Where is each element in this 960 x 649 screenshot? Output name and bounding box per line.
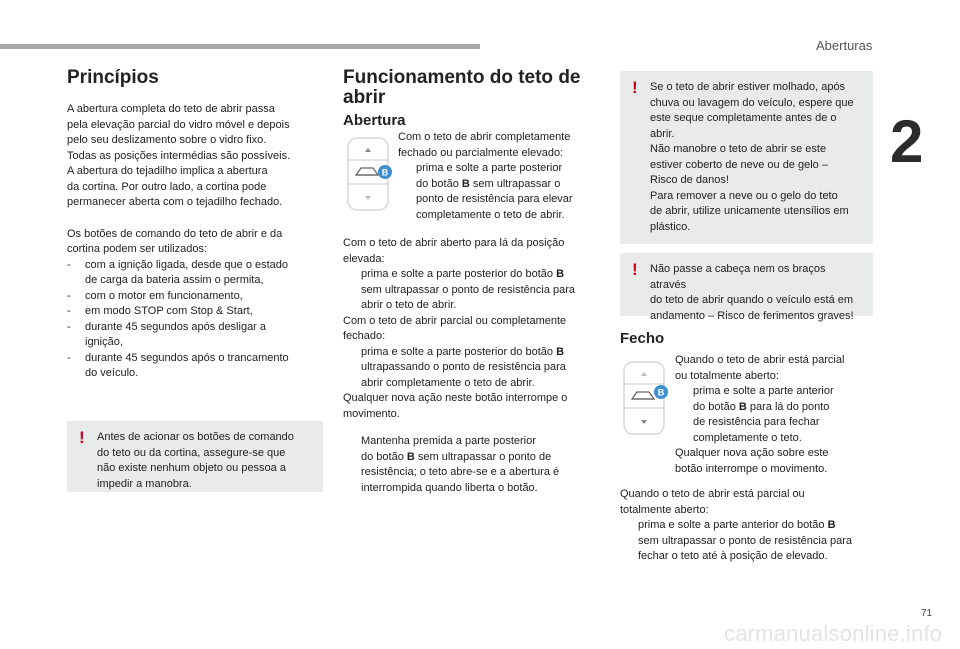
roof-switch-opening-illustration [346, 137, 396, 211]
bullet-item: prima e solte a parte posterior do botão B ultrapassando o ponto de resistência para abrir completamente o teto de abrir. [361, 345, 566, 389]
column-operation [343, 68, 605, 130]
roof-switch-closing-illustration [622, 361, 672, 435]
closing-subtitle: Fecho [620, 330, 665, 347]
bullet-item: prima e solte a parte posterior do botão B sem ultrapassar o ponto de resistência para elevar completamente o teto de abrir. [416, 162, 573, 221]
operation-title: Funcionamento do teto de abrir [343, 67, 581, 108]
list-item: - com a ignição ligada, desde que o estado de carga da bateria assim o permita, [67, 258, 289, 286]
bullet-item: prima e solte a parte anterior do botão B sem ultrapassar o ponto de resistência para fechar o teto até à posição de elevado. [638, 519, 853, 562]
switch-badge-label: B [657, 387, 665, 398]
principles-title: Princípios [67, 67, 159, 88]
page-number: 71 [921, 608, 933, 619]
watermark: carmanualsonline.info [724, 621, 943, 646]
header-rule [0, 44, 480, 49]
chapter-number: 2 [890, 108, 924, 175]
closing-step-elevated: Quando o teto de abrir está parcial ou totalmente aberto: prima e solte a parte anterior do botão B sem ultrapassar o ponto de resistência para fechar o teto até à posição de elevado. [620, 487, 882, 565]
warning-box-obstruction: ! Antes de acionar os botões de comando do teto ou da cortina, assegure-se que não existe nenhum objeto ou pessoa a impedir a manobra. [67, 421, 323, 492]
list-item: - em modo STOP com Stop & Start, [67, 305, 253, 317]
principles-paragraph: A abertura completa do teto de abrir passa pela elevação parcial do vidro móvel e depois pelo seu deslizamento sobre o vidro fixo. Todas as posições intermédias são possíveis. A abertura do tejadilho implica a abertura da cortina. Por outro lado, a cortina pode permanecer aberta com o tejadilho fechado. [67, 103, 291, 208]
warning-icon: ! [632, 78, 638, 97]
column-principles [67, 68, 329, 382]
list-item: - durante 45 segundos após desligar a ignição, [67, 320, 267, 348]
warning-icon: ! [632, 260, 638, 279]
opening-subtitle: Abertura [343, 112, 406, 129]
section-title: Aberturas [816, 38, 873, 53]
list-item: - com o motor em funcionamento, [67, 289, 243, 302]
bullet-item: prima e solte a parte posterior do botão B sem ultrapassar o ponto de resistência para abrir o teto de abrir. [361, 268, 576, 311]
warning-box-wet-roof: ! Se o teto de abrir estiver molhado, após chuva ou lavagem do veículo, espere que este seque completamente antes de o abrir. Não manobre o teto de abrir se este estiver coberto de neve ou de gelo – Risco de danos! Para remover a neve ou o gelo do teto de abrir, utilize unicamente utensílios em plástico. [620, 71, 873, 244]
opening-step-raise: Com o teto de abrir completamente fechado ou parcialmente elevado: prima e solte a parte posterior do botão B sem ultrapassar o ponto de resistência para elevar completamente o teto de abrir. [398, 130, 598, 223]
warning-icon: ! [79, 428, 85, 447]
switch-badge-label: B [381, 167, 389, 178]
closing-step-full: Quando o teto de abrir está parcial ou totalmente aberto: prima e solte a parte anterior do botão B para lá do ponto de resistência para fechar completamente o teto. Qualquer nova ação sobre este botão interrompe o movimento. [675, 353, 875, 477]
warning-box-injury: ! Não passe a cabeça nem os braços através do teto de abrir quando o veículo está em andamento – Risco de ferimentos graves! [620, 253, 873, 316]
opening-steps-more: Com o teto de abrir aberto para lá da posição elevada: prima e solte a parte posterior do botão B sem ultrapassar o ponto de resistência para abrir o teto de abrir. Com o teto de abrir parcial ou completamente fechado: prima e solte a parte posterior do botão B ultrapassando o ponto de resistência para abrir completamente o teto de abrir. Qualquer nova ação neste botão interrompe o movimento. Mantenha premida a parte posterior do botão B sem ultrapassar o ponto de resistência; o teto abre-se e a abertura é interrompida quando liberta o botão. [343, 236, 605, 496]
list-item: - durante 45 segundos após o trancamento do veículo. [67, 351, 289, 379]
usage-conditions: Os botões de comando do teto de abrir e da cortina podem ser utilizados: - com a ignição ligada, desde que o estado de carga da bateria assim o permita, - com o motor em funcionamento, - em modo STOP com Stop & Start, - durante 45 segundos após desligar a ignição, - durante 45 segundos após o trancamento do veículo. [67, 227, 329, 382]
bullet-item: Mantenha premida a parte posterior do botão B sem ultrapassar o ponto de resistência; o teto abre-se e a abertura é interrompida quando liberta o botão. [361, 435, 560, 494]
bullet-item: prima e solte a parte anterior do botão B para lá do ponto de resistência para fechar completamente o teto. [693, 385, 834, 444]
